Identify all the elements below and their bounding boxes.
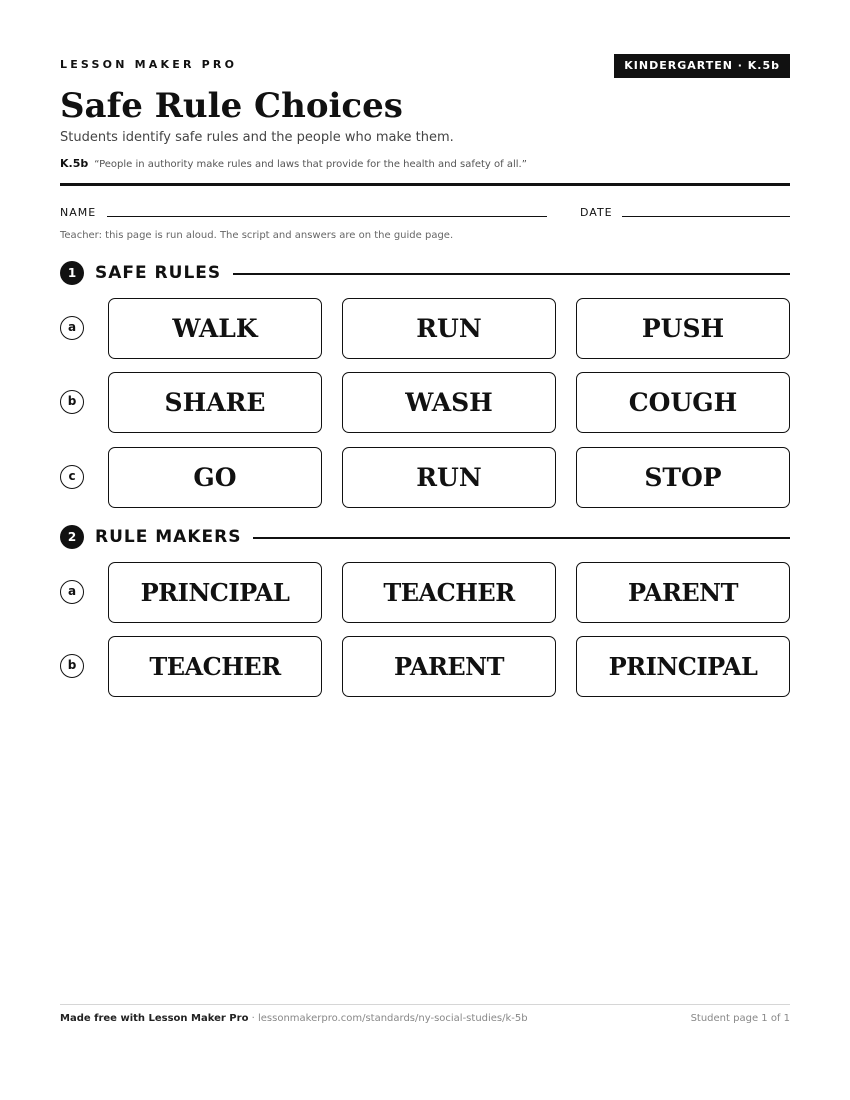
choice-card[interactable]: GO [108, 447, 322, 508]
section-number: 2 [60, 525, 84, 549]
row-letter: a [60, 316, 84, 340]
header-divider [60, 183, 790, 186]
name-label: NAME [60, 206, 97, 219]
teacher-note: Teacher: this page is run aloud. The script and answers are on the guide page. [60, 230, 454, 241]
question-row [60, 298, 790, 360]
section-rule-makers-header [60, 525, 790, 549]
question-row [60, 636, 790, 698]
question-row [60, 562, 790, 624]
brand-name: LESSON MAKER PRO [60, 58, 238, 71]
choice-card[interactable]: PRINCIPAL [108, 562, 322, 623]
row-letter: c [60, 465, 84, 489]
standard-code: K.5b [60, 157, 89, 170]
footer-url[interactable]: · lessonmakerpro.com/standards/ny-social-studies/k-5b [251, 1013, 528, 1024]
standard-text: “People in authority make rules and laws that provide for the health and safety of all.” [94, 159, 527, 170]
section-number: 1 [60, 261, 84, 285]
footer-credit [60, 1013, 528, 1024]
choice-card[interactable]: TEACHER [342, 562, 556, 623]
choice-card[interactable]: TEACHER [108, 636, 322, 697]
question-row [60, 372, 790, 434]
page-subtitle: Students identify safe rules and the people who make them. [60, 130, 454, 145]
section-safe-rules-header [60, 261, 790, 285]
question-row [60, 447, 790, 509]
row-letter: a [60, 580, 84, 604]
row-letter: b [60, 390, 84, 414]
choice-card[interactable]: PUSH [576, 298, 790, 359]
choice-card[interactable]: WALK [108, 298, 322, 359]
name-field[interactable] [107, 216, 547, 217]
choice-card[interactable]: RUN [342, 447, 556, 508]
footer-page-label: Student page 1 of 1 [690, 1013, 790, 1024]
choice-card[interactable]: WASH [342, 372, 556, 433]
choice-card[interactable]: PARENT [342, 636, 556, 697]
choice-card[interactable]: PARENT [576, 562, 790, 623]
worksheet-page [60, 0, 790, 1100]
standard-line [60, 157, 527, 170]
date-label: DATE [580, 206, 613, 219]
footer-made-with: Made free with Lesson Maker Pro [60, 1013, 249, 1024]
choice-card[interactable]: COUGH [576, 372, 790, 433]
choice-card[interactable]: STOP [576, 447, 790, 508]
choice-card[interactable]: PRINCIPAL [576, 636, 790, 697]
grade-badge: KINDERGARTEN · K.5b [614, 54, 790, 78]
footer-divider [60, 1004, 790, 1005]
page-title: Safe Rule Choices [60, 86, 403, 126]
section-title: SAFE RULES [95, 261, 233, 285]
section-title: RULE MAKERS [95, 525, 253, 549]
choice-card[interactable]: RUN [342, 298, 556, 359]
row-letter: b [60, 654, 84, 678]
choice-card[interactable]: SHARE [108, 372, 322, 433]
date-field[interactable] [622, 216, 790, 217]
